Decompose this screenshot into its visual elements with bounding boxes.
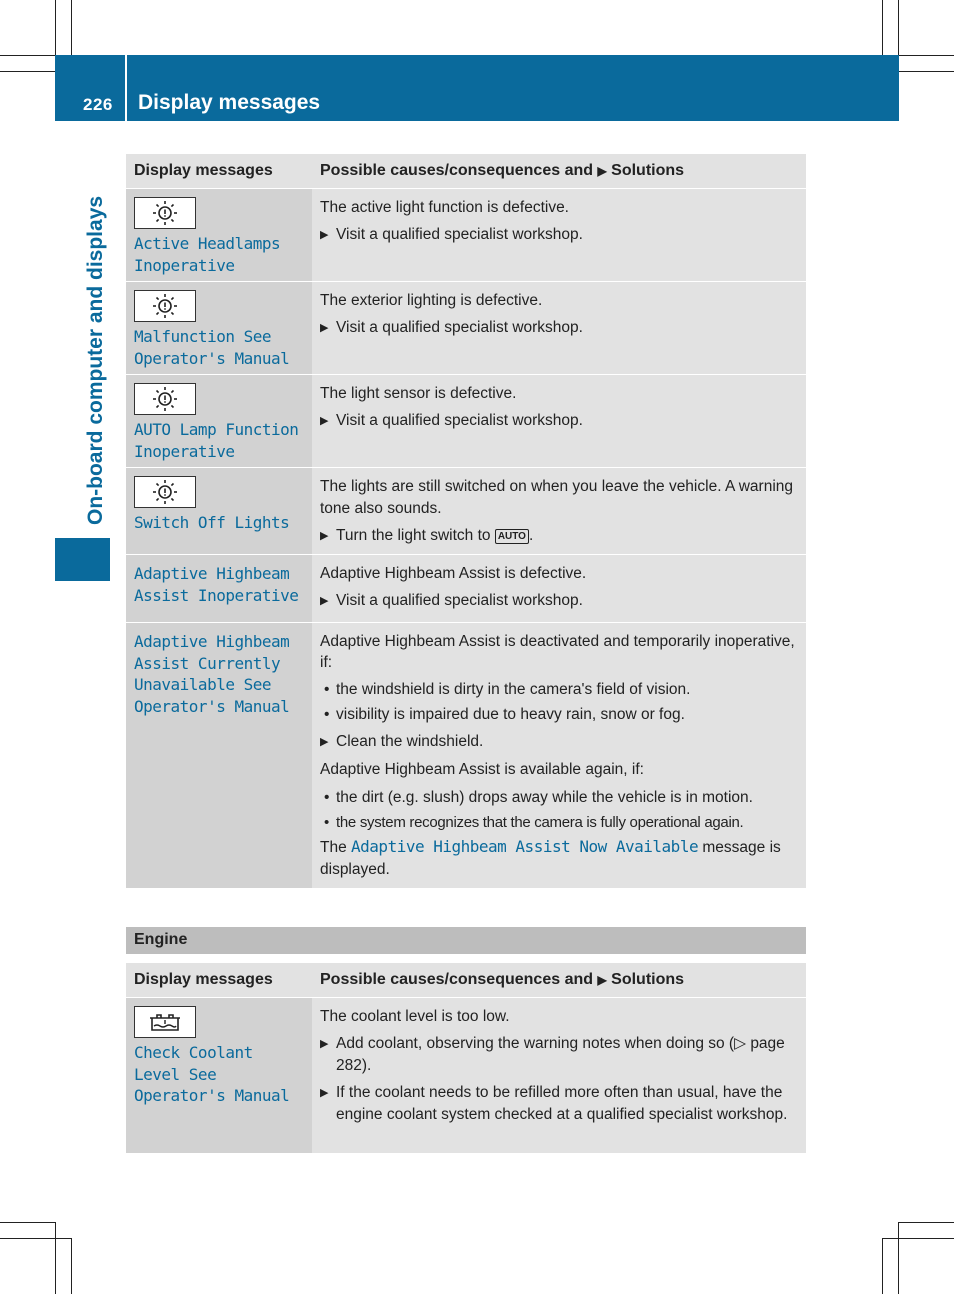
final-note: The Adaptive Highbeam Assist Now Available message is displayed. [320,837,781,878]
list-item: • the system recognizes that the camera is fully operational again. [324,814,744,831]
cause-text: The exterior lighting is defective. [320,292,543,309]
crop-mark [882,1238,883,1294]
message-text: Switch Off Lights [134,513,290,532]
play-arrow-icon: ▶ [597,973,607,987]
list-item: • visibility is impaired due to heavy rain, snow or fog. [324,706,685,723]
cause-text: Adaptive Highbeam Assist is deactivated and temporarily inoperative, if: [320,633,795,671]
message-text: Inoperative [134,441,235,461]
table-row [126,467,806,554]
solution-step: ▶ Turn the light switch to AUTO . [320,525,798,547]
crop-mark [55,0,56,55]
side-title [84,195,114,885]
crop-mark [71,1238,72,1294]
message-text: Check Coolant [134,1043,253,1062]
crop-mark [882,1238,954,1239]
auto-switch-icon: AUTO [495,529,529,544]
lamp-malfunction-icon [134,197,196,229]
display-messages-table [126,154,806,888]
play-arrow-icon: ▶ [320,1038,329,1050]
crop-mark [0,55,55,56]
crop-mark [899,55,954,56]
cause-text: The coolant level is too low. [320,1008,510,1025]
table-header [126,154,806,188]
table-row [126,374,806,467]
crop-mark [898,0,899,55]
play-arrow-icon: ▶ [320,595,329,607]
solution-step: ▶ Visit a qualified specialist workshop. [320,410,798,432]
message-text: Operator's Manual [134,1086,290,1105]
crop-mark [71,0,72,55]
play-arrow-icon: ▶ [320,415,329,427]
side-title-text: On-board computer and displays [84,195,107,525]
solution-step: ▶ Visit a qualified specialist workshop. [320,224,798,246]
cause-text: Adaptive Highbeam Assist is defective. [320,565,587,582]
message-text: Unavailable See [134,675,271,694]
header-causes: Possible causes/consequences and ▶ Solutions [312,154,806,188]
page-number: 226 [83,95,113,114]
table-header [126,963,806,997]
play-arrow-icon: ▶ [597,164,607,178]
message-text: Operator's Manual [134,348,290,368]
cause-text: Adaptive Highbeam Assist is available again, if: [320,761,644,778]
play-arrow-icon: ▶ [320,322,329,334]
table-row [126,188,806,281]
play-arrow-icon: ▶ [320,1087,329,1099]
solution-step: ▶ Add coolant, observing the warning notes when doing so (▷ page 282). [320,1033,798,1077]
header-divider [125,55,127,121]
play-arrow-icon: ▶ [320,229,329,241]
message-text: Inoperative [134,255,235,275]
crop-mark [898,1222,954,1223]
crop-mark [55,1222,56,1294]
lamp-malfunction-icon [134,476,196,508]
cause-text: The active light function is defective. [320,199,569,216]
message-text: Active Headlamps [134,234,281,253]
crop-mark [899,71,954,72]
list-item: • the dirt (e.g. slush) drops away while the vehicle is in motion. [324,789,753,806]
engine-messages-table [126,963,806,1153]
table-row [126,997,806,1153]
message-text: Adaptive Highbeam Assist Now Available [351,837,699,856]
message-text: Assist Inoperative [134,585,299,605]
play-arrow-icon: ▶ [320,530,329,542]
coolant-level-icon [134,1006,196,1038]
lamp-malfunction-icon [134,290,196,322]
solution-step: ▶ Visit a qualified specialist workshop. [320,317,798,339]
crop-mark [0,71,55,72]
play-arrow-icon: ▶ [320,736,329,748]
message-text: Malfunction See [134,327,271,346]
message-text: Adaptive Highbeam [134,632,290,651]
crop-mark [898,1222,899,1294]
solution-step: ▶ Clean the windshield. [320,731,802,753]
solution-step: ▶ If the coolant needs to be refilled more often than usual, have the engine coolant system checked at a qualified specialist workshop. [320,1082,798,1126]
crop-mark [882,0,883,55]
cause-text: The light sensor is defective. [320,385,517,402]
cause-text: The lights are still switched on when you leave the vehicle. A warning tone also sounds. [320,478,794,517]
page-title: Display messages [138,91,321,114]
message-text: Operator's Manual [134,696,290,716]
table-row [126,622,806,888]
header-causes: Possible causes/consequences and ▶ Solutions [312,963,806,997]
message-text: Assist Currently [134,653,281,673]
table-row [126,281,806,374]
list-item: • the windshield is dirty in the camera's field of vision. [324,681,691,698]
header-display-messages: Display messages [126,963,312,997]
crop-mark [0,1222,55,1223]
header-display-messages: Display messages [126,154,312,188]
solution-step: ▶ Visit a qualified specialist workshop. [320,590,798,612]
lamp-malfunction-icon [134,383,196,415]
message-text: Adaptive Highbeam [134,564,290,583]
table-row [126,554,806,622]
section-title-engine: Engine [126,927,806,954]
message-text: AUTO Lamp Function [134,420,299,439]
crop-mark [0,1238,71,1239]
message-text: Level See [134,1064,217,1084]
